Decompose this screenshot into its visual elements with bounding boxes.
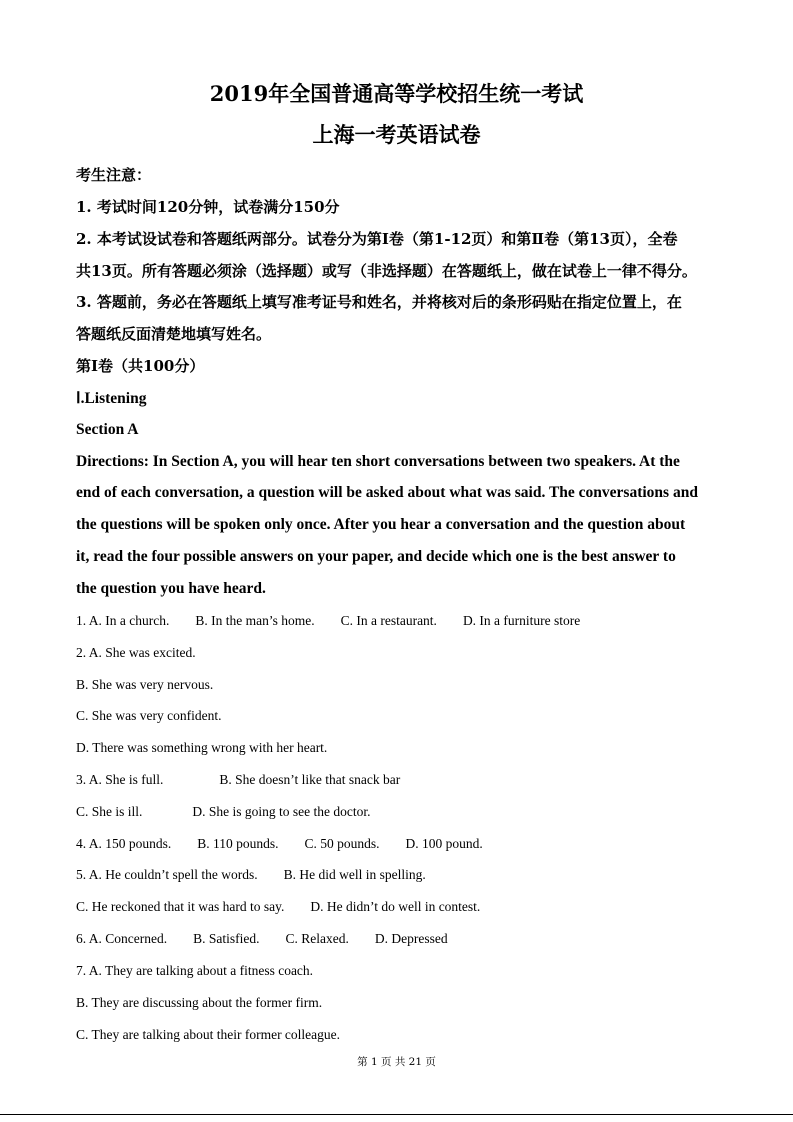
question-row xyxy=(76,613,726,629)
notice-line: 1. 考试时间120分钟，试卷满分150分 xyxy=(76,198,340,216)
option: C. She was very confident. xyxy=(76,708,222,723)
option: 3. A. She is full. xyxy=(76,772,164,787)
option: 1. A. In a church. xyxy=(76,613,170,628)
directions-line: end of each conversation, a question will be asked about what was said. The conversations and xyxy=(76,484,698,501)
directions-line: the questions will be spoken only once. After you hear a conversation and the question about xyxy=(76,516,686,533)
question-row xyxy=(76,899,726,915)
listening-heading: Ⅰ.Listening xyxy=(76,390,147,407)
option: 6. A. Concerned. xyxy=(76,931,168,946)
notice-line: 答题纸反面清楚地填写姓名。 xyxy=(76,325,272,343)
notice-line: 共13页。所有答题必须涂（选择题）或写（非选择题）在答题纸上，做在试卷上一律不得分。 xyxy=(76,262,697,280)
question-row xyxy=(76,772,726,788)
option: D. In a furniture store xyxy=(462,613,581,628)
option: 7. A. They are talking about a fitness coach. xyxy=(76,963,314,978)
option: C. Relaxed. xyxy=(285,931,349,946)
option: 2. A. She was excited. xyxy=(76,645,196,660)
option: C. She is ill. xyxy=(76,804,143,819)
question-row xyxy=(76,867,726,883)
option: D. 100 pound. xyxy=(405,836,483,851)
question-row xyxy=(76,645,726,661)
option: D. Depressed xyxy=(374,931,448,946)
question-row xyxy=(76,1027,726,1043)
option: B. 110 pounds. xyxy=(197,836,279,851)
option: D. He didn’t do well in contest. xyxy=(310,899,481,914)
exam-title: 2019年全国普通高等学校招生统一考试 xyxy=(209,81,584,106)
question-row xyxy=(76,708,726,724)
option: B. Satisfied. xyxy=(193,931,260,946)
question-row xyxy=(76,995,726,1011)
exam-subtitle: 上海一考英语试卷 xyxy=(312,122,481,147)
question-row xyxy=(76,677,726,693)
section-a-heading: Section A xyxy=(76,421,139,438)
option: 5. A. He couldn’t spell the words. xyxy=(76,867,258,882)
option: D. She is going to see the doctor. xyxy=(192,804,371,819)
part-heading: 第Ⅰ卷（共100分） xyxy=(76,357,205,375)
option: B. She doesn’t like that snack bar xyxy=(219,772,401,787)
notice-line: 3. 答题前，务必在答题纸上填写准考证号和姓名，并将核对后的条形码贴在指定位置上，在 xyxy=(76,293,682,311)
page-bottom-divider xyxy=(0,1114,793,1115)
directions-line: Directions: In Section A, you will hear ten short conversations between two speakers. At the xyxy=(76,453,680,470)
page-number: 第 1 页 共 21 页 xyxy=(357,1056,436,1068)
option: 4. A. 150 pounds. xyxy=(76,836,172,851)
question-row xyxy=(76,931,726,947)
notice-heading: 考生注意： xyxy=(76,166,152,184)
question-row xyxy=(76,963,726,979)
question-row xyxy=(76,740,726,756)
notice-line: 2. 本考试设试卷和答题纸两部分。试卷分为第Ⅰ卷（第1-12页）和第Ⅱ卷（第13页），全卷 xyxy=(76,230,678,248)
option: B. They are discussing about the former firm. xyxy=(76,995,323,1010)
question-row xyxy=(76,836,726,852)
option: C. He reckoned that it was hard to say. xyxy=(76,899,285,914)
option: C. In a restaurant. xyxy=(340,613,437,628)
option: B. In the man’s home. xyxy=(195,613,315,628)
option: B. He did well in spelling. xyxy=(283,867,426,882)
directions-line: it, read the four possible answers on your paper, and decide which one is the best answer to xyxy=(76,548,676,565)
option: C. They are talking about their former colleague. xyxy=(76,1027,341,1042)
option: B. She was very nervous. xyxy=(76,677,214,692)
directions-line: the question you have heard. xyxy=(76,580,266,597)
option: C. 50 pounds. xyxy=(304,836,380,851)
option: D. There was something wrong with her heart. xyxy=(76,740,328,755)
question-row xyxy=(76,804,726,820)
